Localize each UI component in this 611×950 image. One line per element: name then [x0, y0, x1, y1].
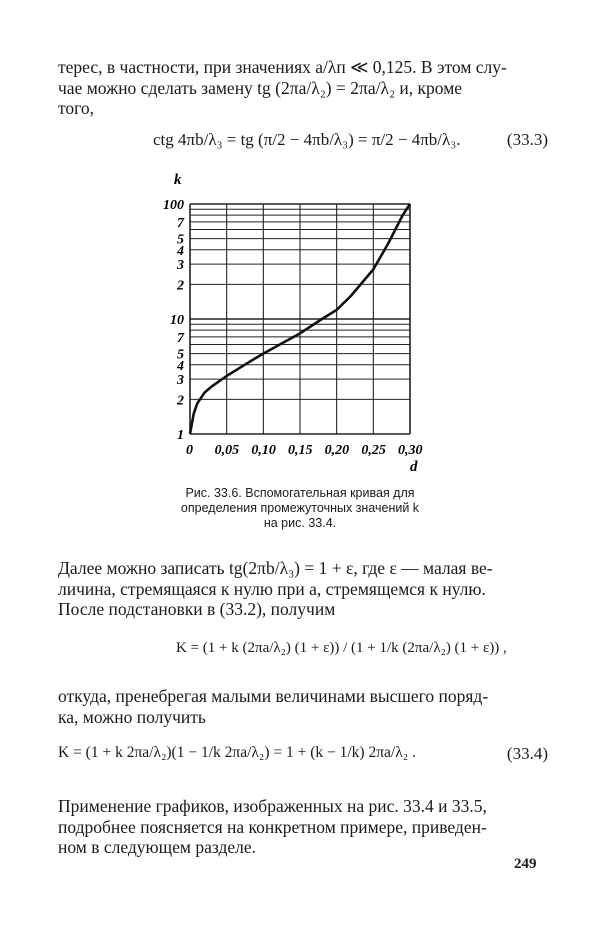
page-number: 249 [514, 856, 537, 872]
paragraph-line: того, [58, 98, 95, 118]
top-paragraph [58, 57, 548, 119]
equation-33-3 [58, 128, 548, 154]
chart-ticks [163, 198, 423, 458]
equation-expression: K = (1 + k 2πa/λ₂)(1 − 1/k 2πa/λ₂) = 1 + (k − 1/k) 2πa/λ₂ . [58, 744, 416, 761]
caption-line: Рис. 33.6. Вспомогательная кривая для [185, 486, 415, 500]
equation-33-4 [58, 742, 548, 770]
x-tick-label: 0,25 [361, 443, 386, 458]
y-tick-label: 3 [177, 373, 184, 389]
x-tick-label: 0 [186, 443, 193, 458]
y-tick-label: 7 [177, 330, 184, 346]
paragraph-line: Далее можно записать tg(2πb/λ₃) = 1 + ε, где ε — малая ве- [58, 558, 493, 578]
y-tick-label: 100 [163, 198, 184, 213]
y-tick-label: 2 [177, 393, 184, 409]
paragraph-line: подробнее поясняется на конкретном примере, приведен- [58, 816, 487, 837]
paragraph-line: чае можно сделать замену tg (2πa/λ₂) = 2πa/λ₂ и, кроме [58, 77, 463, 98]
paragraph-line: Применение графиков, изображенных на рис. 33.4 и 33.5, [58, 796, 487, 816]
y-tick-label: 1 [177, 428, 184, 443]
paragraph-line: личина, стремящаяся к нулю при a, стремящемся к нулю. [58, 578, 486, 599]
equation-number: (33.4) [506, 744, 548, 763]
x-tick-label: 0,30 [398, 443, 423, 458]
figure-chart [160, 168, 450, 478]
x-tick-label: 0,15 [288, 443, 313, 458]
y-tick-label: 4 [177, 243, 184, 259]
chart-grid [190, 204, 410, 434]
paragraph-line: откуда, пренебрегая малыми величинами высшего поряд- [58, 686, 489, 706]
y-axis-label: k [174, 172, 182, 188]
x-tick-label: 0,20 [324, 443, 350, 458]
middle-paragraph [58, 558, 548, 620]
y-tick-label: 4 [177, 358, 184, 374]
caption-line: на рис. 33.4. [263, 516, 337, 530]
figure-caption [150, 486, 450, 531]
x-axis-label: d [410, 459, 418, 475]
caption-line: определения промежуточных значений k [180, 501, 420, 515]
paragraph-line: ка, можно получить [58, 706, 206, 727]
equation-k [58, 636, 548, 666]
y-tick-label: 5 [177, 347, 184, 363]
x-tick-label: 0,05 [214, 443, 240, 458]
y-tick-label: 2 [177, 278, 184, 294]
x-tick-label: 0,10 [251, 443, 276, 458]
paragraph-line: терес, в частности, при значениях a/λп ≪ 0,125. В этом слу- [58, 57, 507, 77]
y-tick-label: 10 [170, 313, 184, 328]
bottom-paragraph [58, 796, 548, 858]
equation-number: (33.3) [506, 130, 548, 149]
equation-expression: ctg 4πb/λ₃ = tg (π/2 − 4πb/λ₃) = π/2 − 4πb/λ₃. [153, 130, 461, 149]
y-tick-label: 3 [177, 258, 184, 274]
y-tick-label: 7 [177, 215, 184, 231]
after-paragraph [58, 686, 548, 727]
paragraph-line: ном в следующем разделе. [58, 837, 256, 857]
equation-expression: K = (1 + k (2πa/λ₂) (1 + ε)) / (1 + 1/k (2πa/λ₂) (1 + ε)) , [176, 640, 507, 656]
y-tick-label: 5 [177, 232, 184, 248]
paragraph-line: После подстановки в (33.2), получим [58, 599, 336, 619]
